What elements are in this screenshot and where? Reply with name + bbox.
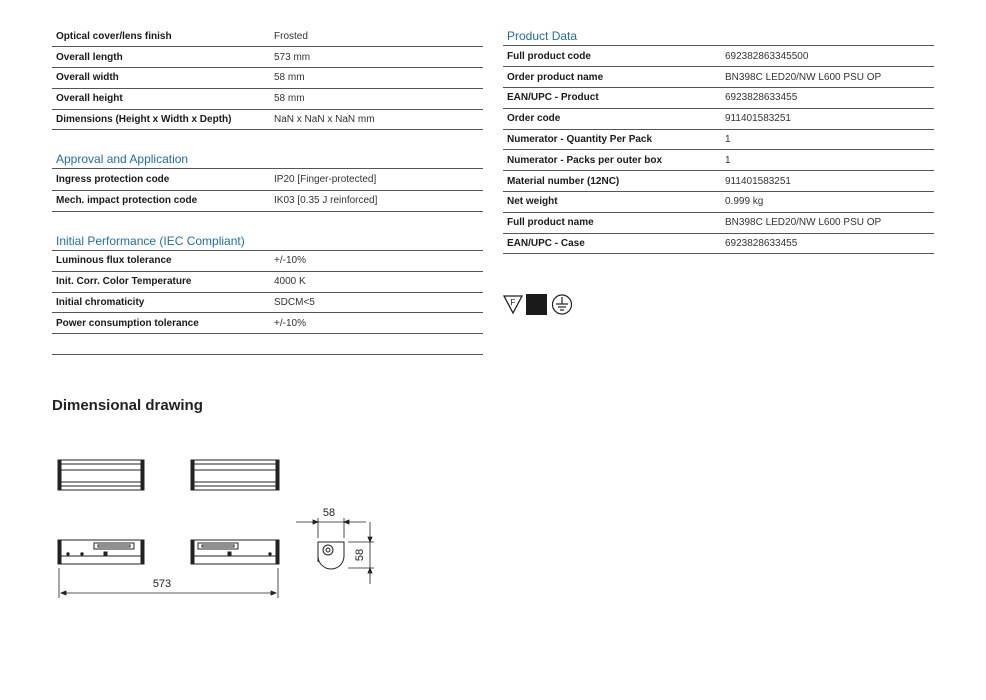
row-value: BN398C LED20/NW L600 PSU OP [721, 212, 934, 233]
table-row [503, 46, 934, 67]
row-label: Net weight [503, 192, 721, 213]
table-row [52, 26, 483, 47]
row-value: BN398C LED20/NW L600 PSU OP [721, 67, 934, 88]
dimensions-table [52, 26, 483, 130]
width-dimension [296, 518, 366, 538]
f-mark-letter: F [510, 298, 516, 307]
dimensional-drawing-title: Dimensional drawing [52, 397, 203, 414]
table-end-divider [52, 334, 483, 355]
row-value: 1 [721, 150, 934, 171]
table-row [52, 88, 483, 109]
row-label: Overall height [52, 88, 270, 109]
row-value: 573 mm [270, 47, 483, 68]
row-value: 6923828633455 [721, 88, 934, 109]
row-label: Order product name [503, 67, 721, 88]
row-value: 1 [721, 129, 934, 150]
dimensional-drawing [52, 450, 392, 615]
table-row [52, 109, 483, 130]
table-row [52, 190, 483, 211]
certification-icons [503, 293, 578, 322]
row-label: EAN/UPC - Case [503, 233, 721, 254]
length-dimension-label: 573 [152, 578, 172, 590]
row-value: 911401583251 [721, 108, 934, 129]
row-value: 6923828633455 [721, 233, 934, 254]
row-value: 911401583251 [721, 171, 934, 192]
side-view-top-left [58, 460, 144, 490]
performance-table [52, 251, 483, 335]
row-value: IP20 [Finger-protected] [270, 169, 483, 190]
row-label: Full product name [503, 212, 721, 233]
table-row [52, 251, 483, 272]
row-label: Numerator - Packs per outer box [503, 150, 721, 171]
table-row [503, 192, 934, 213]
row-value: 692382863345500 [721, 46, 934, 67]
width-dimension-label: 58 [322, 507, 336, 519]
row-label: Material number (12NC) [503, 171, 721, 192]
row-value: NaN x NaN x NaN mm [270, 109, 483, 130]
approval-table [52, 169, 483, 211]
table-row [503, 171, 934, 192]
table-row [52, 313, 483, 334]
table-row [52, 271, 483, 292]
row-label: Optical cover/lens finish [52, 26, 270, 47]
row-label: Initial chromaticity [52, 292, 270, 313]
table-row [52, 292, 483, 313]
row-value: +/-10% [270, 251, 483, 272]
row-label: EAN/UPC - Product [503, 88, 721, 109]
table-row [503, 212, 934, 233]
row-label: Ingress protection code [52, 169, 270, 190]
row-value: +/-10% [270, 313, 483, 334]
row-value: 0.999 kg [721, 192, 934, 213]
table-row [503, 88, 934, 109]
table-row [503, 129, 934, 150]
row-label: Numerator - Quantity Per Pack [503, 129, 721, 150]
row-value: 58 mm [270, 68, 483, 89]
earth-ground-icon [553, 295, 572, 314]
right-spec-column [503, 26, 934, 254]
table-row [52, 169, 483, 190]
row-value: 4000 K [270, 271, 483, 292]
row-label: Power consumption tolerance [52, 313, 270, 334]
table-row [503, 233, 934, 254]
f-mark-icon [504, 296, 522, 313]
row-value: SDCM<5 [270, 292, 483, 313]
bottom-view-right [191, 540, 279, 564]
row-value: Frosted [270, 26, 483, 47]
row-value: IK03 [0.35 J reinforced] [270, 190, 483, 211]
row-label: Overall width [52, 68, 270, 89]
row-label: Full product code [503, 46, 721, 67]
row-label: Order code [503, 108, 721, 129]
black-square-icon [526, 294, 547, 315]
product-data-title: Product Data [503, 26, 934, 46]
row-label: Luminous flux tolerance [52, 251, 270, 272]
row-label: Init. Corr. Color Temperature [52, 271, 270, 292]
approval-section-title: Approval and Application [52, 149, 483, 169]
row-label: Dimensions (Height x Width x Depth) [52, 109, 270, 130]
end-section-view [318, 542, 344, 569]
performance-section-title: Initial Performance (IEC Compliant) [52, 231, 483, 251]
product-data-table [503, 46, 934, 254]
table-row [503, 67, 934, 88]
row-label: Overall length [52, 47, 270, 68]
table-row [52, 47, 483, 68]
left-spec-column [52, 26, 483, 355]
table-row [503, 108, 934, 129]
side-view-top-right [191, 460, 279, 490]
row-value: 58 mm [270, 88, 483, 109]
bottom-view-left [58, 540, 144, 564]
row-label: Mech. impact protection code [52, 190, 270, 211]
table-row [52, 68, 483, 89]
height-dimension-label: 58 [354, 548, 366, 562]
table-row [503, 150, 934, 171]
